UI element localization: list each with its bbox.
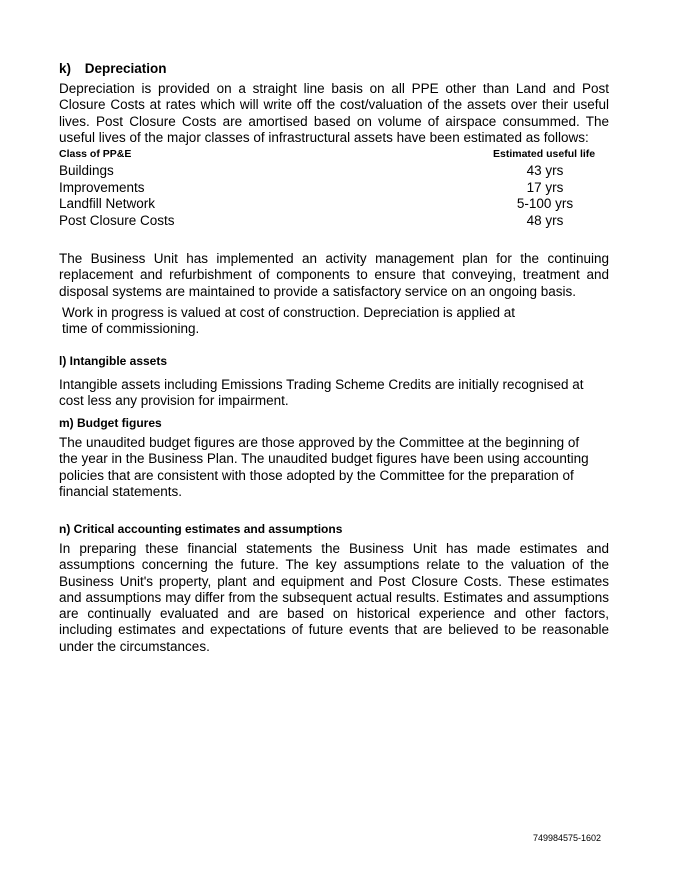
table-row-name: Improvements [59, 180, 145, 195]
footer-doc-id: 749984575-1602 [533, 833, 602, 843]
table-header-life: Estimated useful life [493, 148, 596, 160]
activity-management-paragraph: The Business Unit has implemented an activity management plan for the continuing replacement and refurbishment of components to ensure that conveying, treatment and disposal systems are maintained to provide a satisfactory service on an ongoing basis. [59, 251, 609, 299]
section-l-body: Intangible assets including Emissions Trading Scheme Credits are initially recognised at cost less any provision for impairment. [59, 377, 584, 409]
table-row-life: 48 yrs [526, 213, 564, 228]
table-row-life: 43 yrs [526, 163, 564, 178]
section-m-heading: m) Budget figures [59, 416, 162, 430]
table-header-class: Class of PP&E [59, 148, 132, 160]
table-row-name: Buildings [59, 163, 114, 178]
section-m-body: The unaudited budget figures are those approved by the Committee at the beginning of the year in the Business Plan. The unaudited budget figures have been using accounting policies that are consistent with those adopted by the Committee for the preparation of financial statements. [59, 435, 589, 499]
section-k-heading [59, 61, 167, 76]
section-l-heading: l) Intangible assets [59, 354, 168, 368]
section-k-title: Depreciation [84, 61, 167, 76]
table-row-name: Post Closure Costs [59, 213, 175, 228]
table-row-life: 5-100 yrs [516, 196, 574, 211]
work-in-progress-paragraph: Work in progress is valued at cost of construction. Depreciation is applied at time of commissioning. [62, 305, 515, 337]
section-k-label: k) [59, 61, 72, 76]
depreciation-intro: Depreciation is provided on a straight line basis on all PPE other than Land and Post Closure Costs at rates which will write off the cost/valuation of the assets over their useful lives. Post Closure Costs are amortised based on volume of airspace consummed. The useful lives of the major classes of infrastructural assets have been estimated as follows: [59, 81, 609, 145]
section-n-body: In preparing these financial statements the Business Unit has made estimates and assumptions concerning the future. The key assumptions relate to the valuation of the Business Unit's property, plant and equipment and Post Closure Costs. These estimates and assumptions may differ from the subsequent actual results. Estimates and assumptions are continually evaluated and are based on historical experience and other factors, including estimates and expectations of future events that are believed to be reasonable under the circumstances. [59, 541, 609, 654]
section-n-heading: n) Critical accounting estimates and assumptions [59, 522, 343, 536]
table-row-life: 17 yrs [526, 180, 564, 195]
table-row-name: Landfill Network [59, 196, 156, 211]
